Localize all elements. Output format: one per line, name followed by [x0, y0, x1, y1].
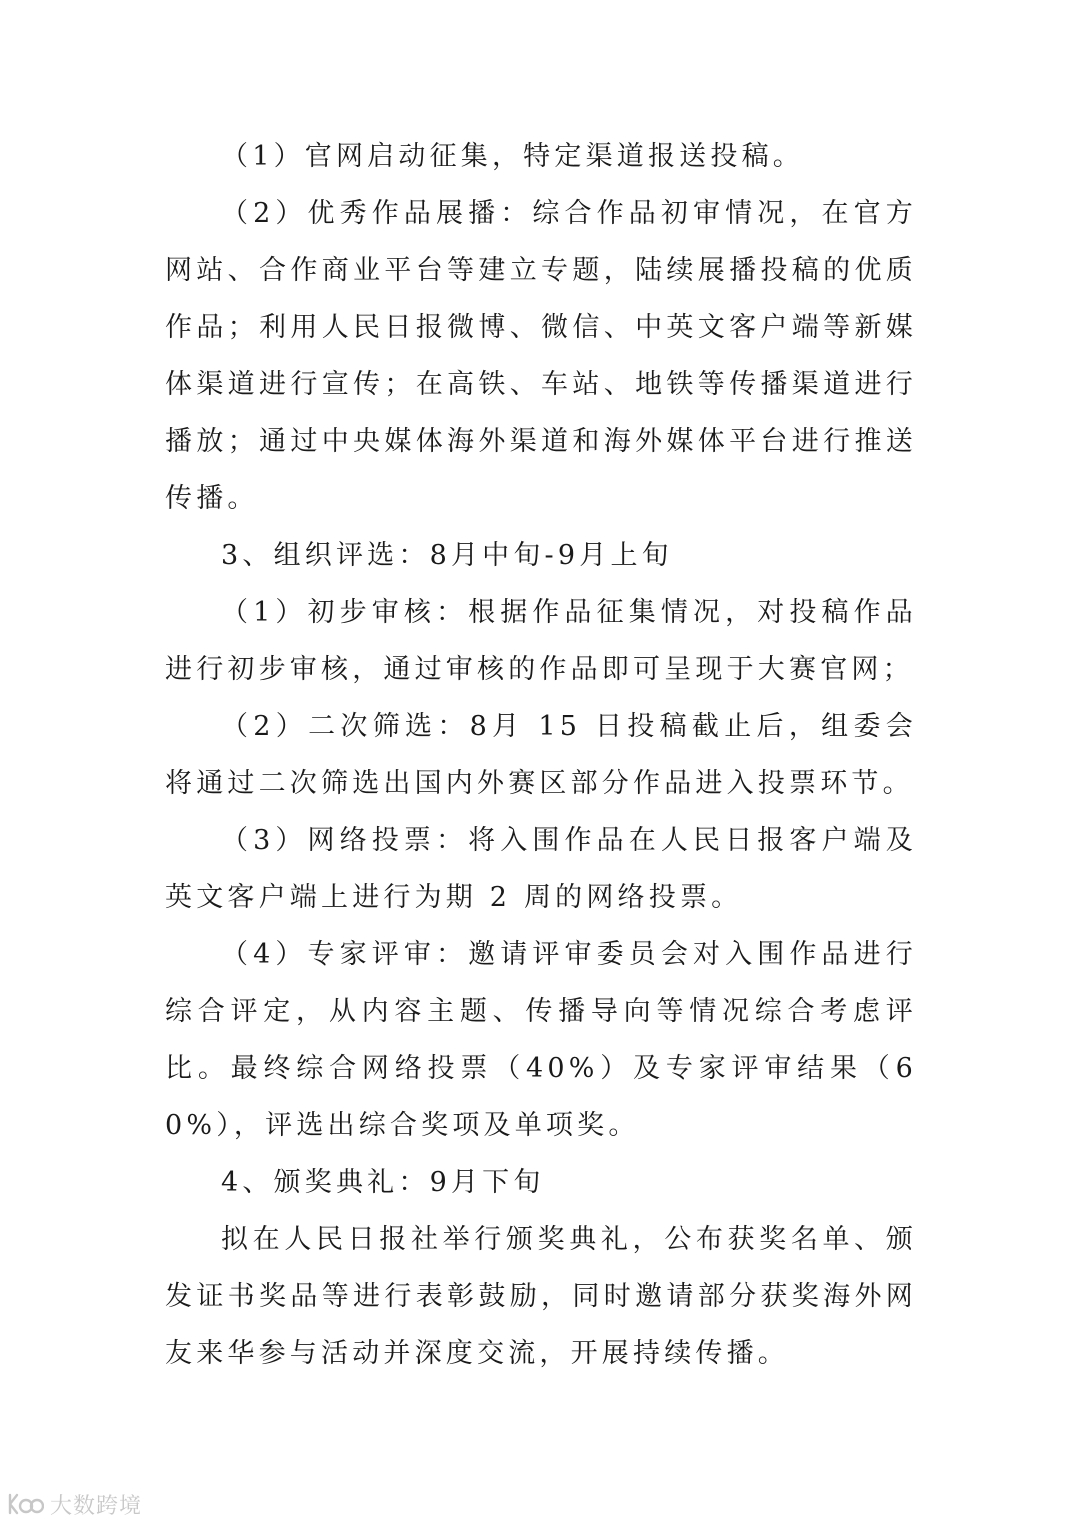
paragraph-second-screening: （2）二次筛选：8月 15 日投稿截止后，组委会将通过二次筛选出国内外赛区部分作品进入投票环节。	[165, 711, 917, 799]
paragraph-showcase: （2）优秀作品展播：综合作品初审情况，在官方网站、合作商业平台等建立专题，陆续展播投稿的优质作品；利用人民日报微博、微信、中英文客户端等新媒体渠道进行宣传；在高铁、车站、地铁等传播渠道进行播放；通过中央媒体海外渠道和海外媒体平台进行推送传播。	[165, 198, 917, 514]
paragraph-selection-heading: 3、组织评选：8月中旬-9月上旬	[221, 540, 673, 571]
watermark-logo-icon	[6, 1491, 44, 1517]
paragraph-initial-review: （1）初步审核：根据作品征集情况，对投稿作品进行初步审核，通过审核的作品即可呈现于大赛官网；	[165, 597, 917, 685]
watermark-text: 大数跨境	[50, 1493, 143, 1519]
watermark	[6, 1488, 142, 1520]
document-body	[165, 128, 917, 1382]
paragraph-submission-channels: （1）官网启动征集，特定渠道报送投稿。	[221, 141, 804, 172]
paragraph-online-voting: （3）网络投票：将入围作品在人民日报客户端及英文客户端上进行为期 2 周的网络投票。	[165, 825, 917, 913]
paragraph-expert-review: （4）专家评审：邀请评审委员会对入围作品进行综合评定，从内容主题、传播导向等情况综合考虑评比。最终综合网络投票（40%）及专家评审结果（60%），评选出综合奖项及单项奖。	[165, 939, 917, 1141]
paragraph-award-ceremony: 拟在人民日报社举行颁奖典礼，公布获奖名单、颁发证书奖品等进行表彰鼓励，同时邀请部分获奖海外网友来华参与活动并深度交流，开展持续传播。	[165, 1224, 917, 1369]
paragraph-award-heading: 4、颁奖典礼：9月下旬	[221, 1167, 545, 1198]
